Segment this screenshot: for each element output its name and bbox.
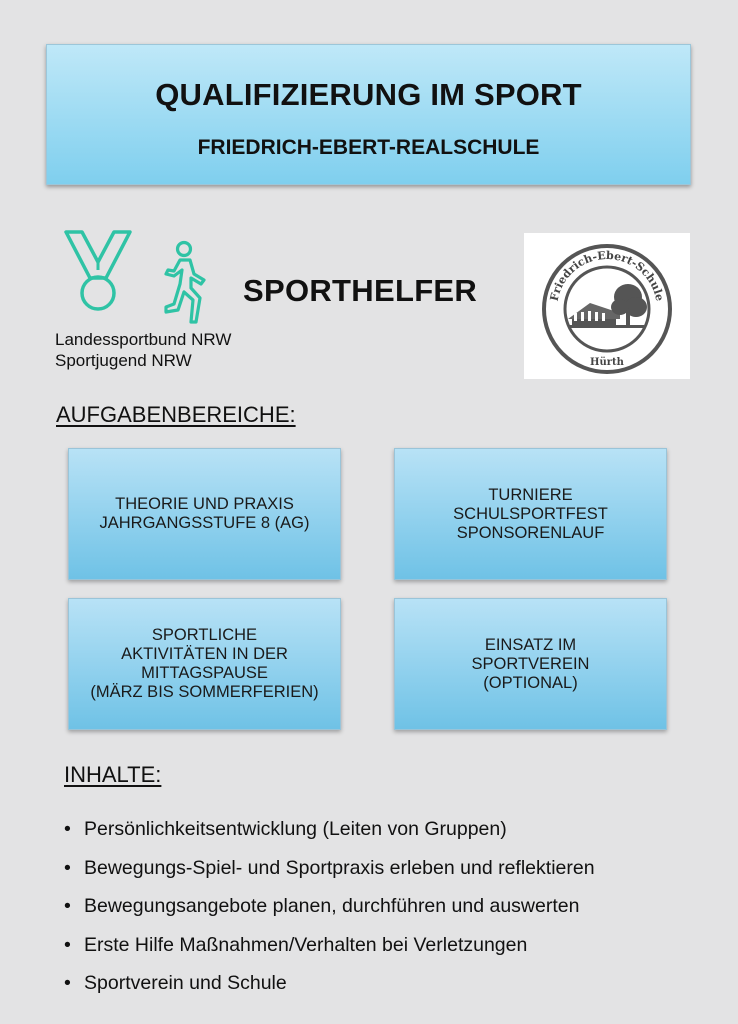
list-item	[64, 971, 595, 1010]
building-tree-icon	[568, 284, 647, 328]
org-line-1: Landessportbund NRW	[55, 330, 232, 349]
header-banner	[46, 44, 691, 185]
page-title: QUALIFIZIERUNG IM SPORT	[155, 77, 582, 112]
task-line: SPONSORENLAUF	[456, 523, 605, 542]
task-card-events	[394, 448, 667, 580]
task-card-theory	[68, 448, 341, 580]
list-item-text: Erste Hilfe Maßnahmen/Verhalten bei Verletzungen	[84, 933, 528, 956]
bullet-icon: •	[64, 933, 71, 956]
list-item-text: Sportverein und Schule	[84, 972, 287, 994]
bullet-icon: •	[64, 818, 71, 840]
task-line: AKTIVITÄTEN IN DER	[121, 645, 288, 663]
seal-arc-text: Friedrich-Ebert-Schule	[547, 248, 667, 303]
task-card-club	[394, 598, 667, 730]
list-item-text: Bewegungsangebote planen, durchführen und auswerten	[84, 895, 580, 917]
list-item	[64, 817, 595, 856]
task-card-lunch-activities	[68, 598, 341, 730]
task-line: (MÄRZ BIS SOMMERFERIEN)	[90, 683, 319, 701]
task-line: SPORTVEREIN	[471, 654, 590, 673]
contents-list	[64, 817, 595, 1010]
list-item	[64, 933, 595, 972]
runner-icon	[160, 240, 216, 326]
contents-heading: INHALTE:	[64, 762, 162, 787]
bullet-icon: •	[64, 895, 71, 917]
school-name: FRIEDRICH-EBERT-REALSCHULE	[197, 136, 540, 159]
task-line: (OPTIONAL)	[483, 673, 578, 692]
task-line: SCHULSPORTFEST	[453, 504, 608, 523]
task-line: THEORIE UND PRAXIS	[115, 495, 294, 513]
list-item	[64, 856, 595, 895]
school-logo	[524, 233, 690, 379]
task-line: SPORTLICHE	[151, 626, 258, 644]
role-title: SPORTHELFER	[243, 273, 478, 308]
list-item-text: Bewegungs-Spiel- und Sportpraxis erleben und reflektieren	[84, 856, 595, 879]
task-line: MITTAGSPAUSE	[141, 664, 268, 682]
bullet-icon: •	[64, 972, 71, 994]
task-line: TURNIERE	[488, 485, 573, 504]
list-item	[64, 894, 595, 933]
list-item-text: Persönlichkeitsentwicklung (Leiten von Gruppen)	[84, 818, 507, 840]
school-seal-icon	[524, 233, 690, 379]
org-line-2: Sportjugend NRW	[55, 351, 192, 370]
task-line: JAHRGANGSSTUFE 8 (AG)	[99, 514, 310, 532]
medal-icon	[62, 228, 134, 314]
task-line: EINSATZ IM	[484, 635, 577, 654]
bullet-icon: •	[64, 856, 71, 879]
tasks-heading: AUFGABENBEREICHE:	[56, 402, 296, 427]
seal-bottom-text: Hürth	[590, 357, 624, 368]
